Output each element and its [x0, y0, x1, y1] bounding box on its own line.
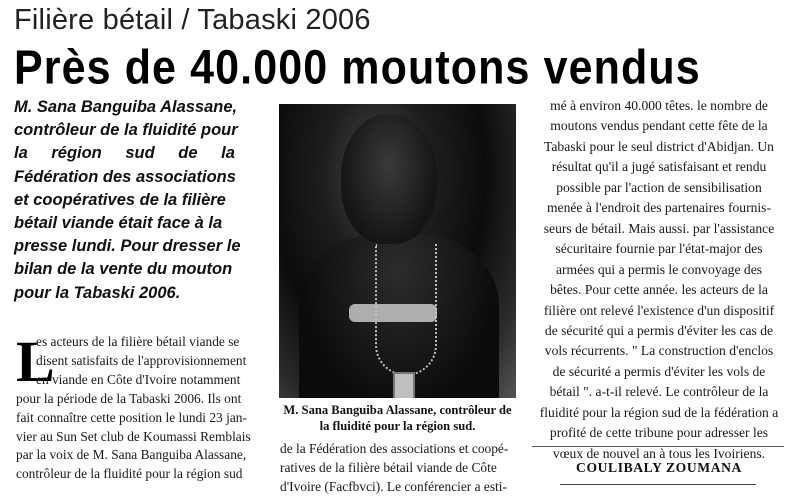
body-line: vier au Sun Set club de Koumassi Remblais	[16, 428, 251, 444]
body-line: disent satisfaits de l'approvisionnement	[36, 352, 247, 368]
byline: COULIBALY ZOUMANA	[576, 460, 742, 475]
body-line: ratives de la filière bétail viande de Côte	[280, 459, 497, 475]
body-line: vœux de nouvel an à tous les Ivoiriens.	[552, 445, 766, 461]
dropcap: L	[16, 329, 55, 394]
lede	[14, 96, 262, 305]
body-line: Tabaski pour le seul district d'Abidjan. Un	[544, 138, 774, 154]
lede-line: la région sud de la	[14, 144, 235, 163]
lede-line: bilan de la vente du mouton	[14, 260, 233, 279]
kicker: Filière bétail / Tabaski 2006	[14, 4, 371, 36]
headline: Près de 40.000 moutons vendus	[14, 41, 701, 95]
photo-head	[341, 114, 437, 244]
body-line: de sécurité qui a permis d'éviter les cas de	[544, 322, 774, 338]
body-line: résultat qu'il a jugé satisfaisant et rendu	[551, 159, 767, 175]
lede-line: Fédération des associations	[14, 167, 236, 186]
body-line: filière ont relevé l'existence d'un dispositif	[543, 302, 775, 318]
body-line: menée à l'endroit des partenaires fournis-	[546, 200, 771, 216]
body-line: bétail ". a-t-il relevé. Le contrôleur de la	[549, 384, 769, 400]
body-line: moutons vendus pendant cette fête de la	[550, 118, 768, 134]
body-line: seurs de bétail. Mais aussi. par l'assistance	[543, 220, 775, 236]
body-line: profité de cette tribune pour adresser les	[549, 425, 769, 441]
body-line: possible par l'action de sensibilisation	[556, 179, 762, 195]
body-line: fluidité pour la région sud de la fédération a	[539, 404, 779, 420]
lede-line: bétail viande était face à la	[14, 214, 223, 233]
body-line: contrôleur de la fluidité pour la région sud	[16, 466, 243, 482]
portrait-photo	[279, 104, 516, 398]
body-line: bêtes. Pour cette année. les acteurs de la	[550, 282, 768, 298]
photo-caption: M. Sana Banguiba Alassane, contrôleur de la fluidité pour la région sud.	[283, 403, 512, 433]
body-line: en viande en Côte d'Ivoire notamment	[36, 371, 241, 387]
body-column-2	[280, 440, 518, 497]
lede-line: presse lundi. Pour dresser le	[14, 237, 241, 256]
photo-shirt-print	[349, 304, 437, 322]
lede-line: pour la Tabaski 2006.	[14, 283, 181, 302]
body-line: fait connaître cette position le lundi 23 jan-	[16, 409, 247, 425]
body-line: de la Fédération des associations et coopé-	[280, 441, 509, 456]
body-line: d'Ivoire (Facfbvci). Le conférencier a esti-	[280, 478, 507, 494]
body-line: sécuritaire fournie par l'état-major des	[555, 241, 763, 257]
body-line: par la voix de M. Sana Banguiba Alassane,	[16, 447, 247, 463]
body-line: vols récurrents. " La construction d'enclos	[544, 343, 774, 359]
lede-line: contrôleur de la fluidité pour	[14, 121, 238, 140]
byline-top-rule	[532, 446, 784, 447]
photo-pendant	[393, 372, 415, 398]
body-line: armées qui a permis le convoyage des	[555, 261, 763, 277]
body-column-3	[532, 96, 786, 464]
lede-line: et coopératives de la filière	[14, 190, 226, 209]
body-line: pour la période de la Tabaski 2006. Ils ont	[16, 390, 242, 406]
body-line: mé à environ 40.000 têtes. le nombre de	[550, 98, 768, 113]
body-line: de sécurité a permis d'éviter les vols de	[552, 363, 766, 379]
body-column-1	[16, 329, 262, 484]
lede-line: M. Sana Banguiba Alassane,	[14, 98, 238, 116]
body-line: es acteurs de la filière bétail viande se	[36, 334, 240, 349]
byline-bottom-rule	[560, 484, 756, 485]
